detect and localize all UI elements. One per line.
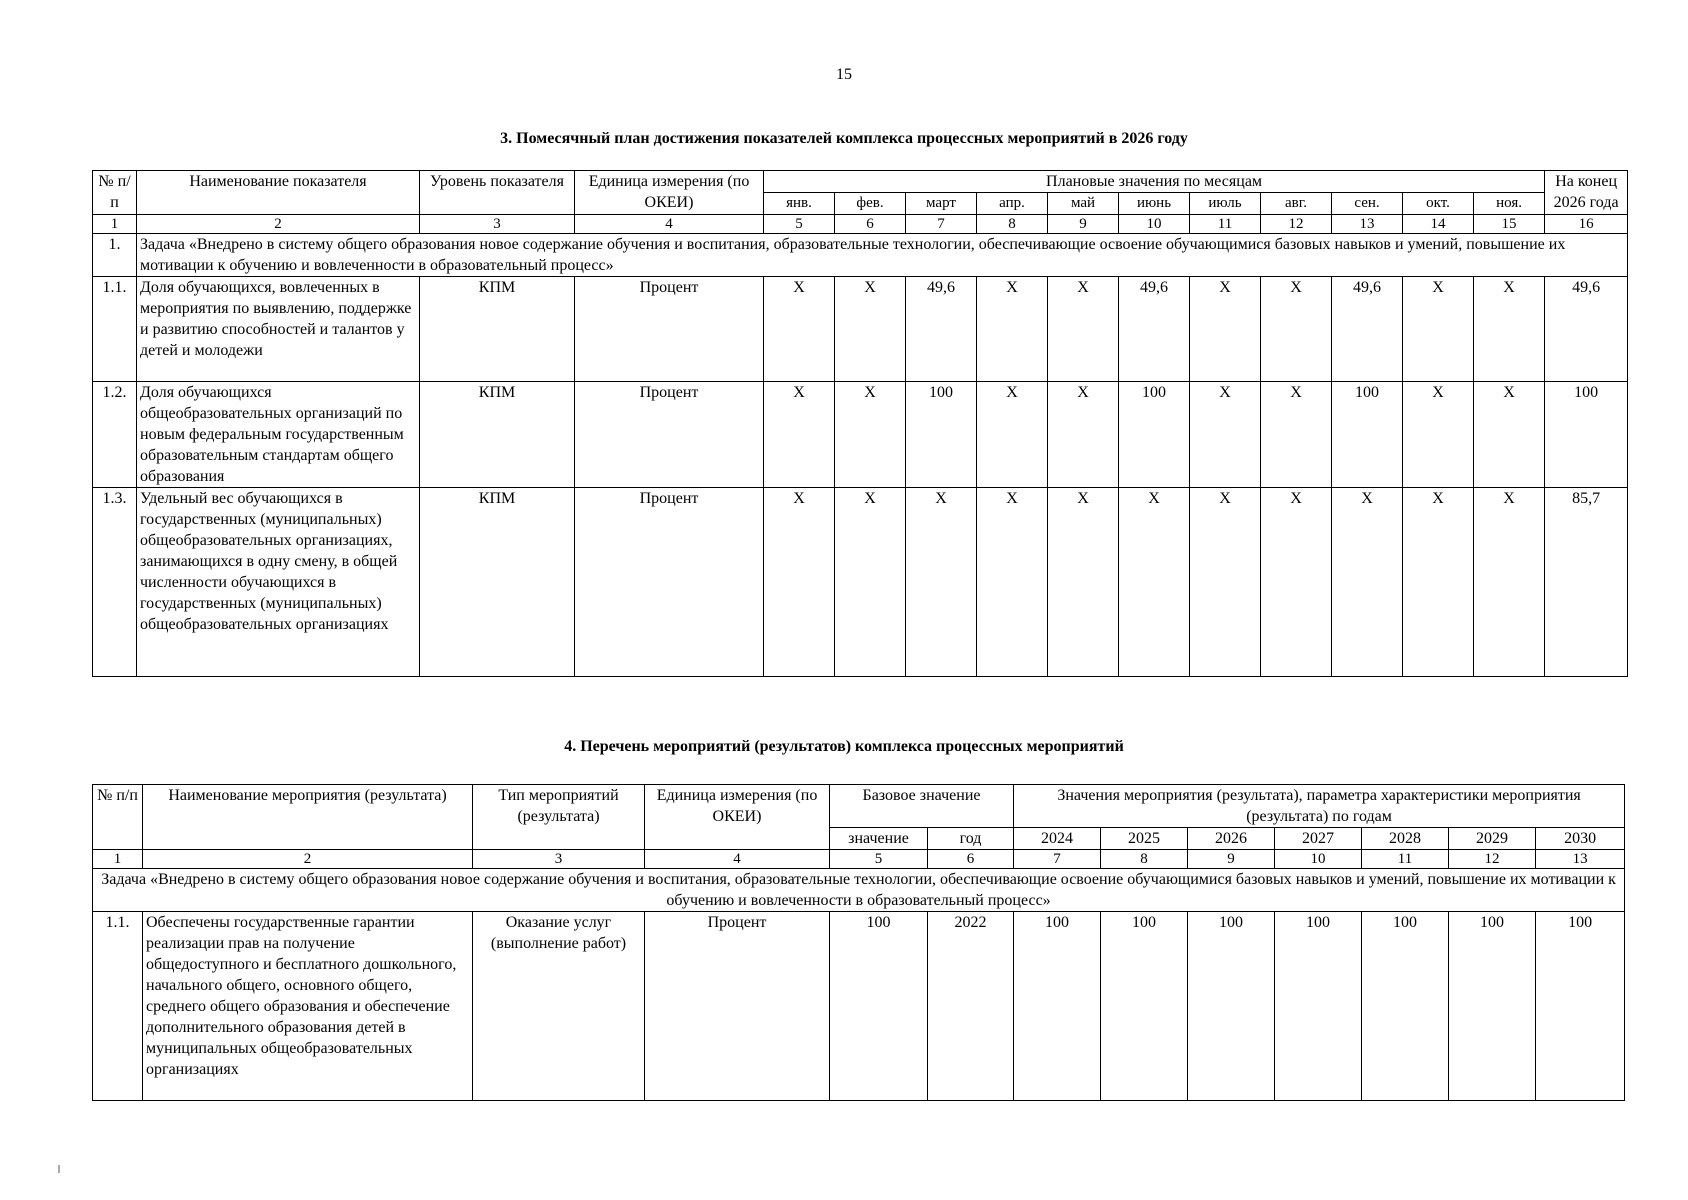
year-value: 100 <box>1014 912 1101 1101</box>
month-header: авг. <box>1261 193 1332 215</box>
month-value: X <box>977 382 1048 488</box>
month-value: X <box>1474 382 1545 488</box>
month-value: X <box>1261 488 1332 677</box>
month-value: X <box>977 277 1048 382</box>
month-value: 49,6 <box>1119 277 1190 382</box>
month-value: 100 <box>1119 382 1190 488</box>
year-value: 100 <box>1536 912 1625 1101</box>
column-number: 6 <box>928 850 1014 869</box>
month-value: X <box>1332 488 1403 677</box>
month-header: янв. <box>764 193 835 215</box>
column-number: 5 <box>764 215 835 234</box>
indicator-unit: Процент <box>575 277 764 382</box>
year-header: 2024 <box>1014 828 1101 850</box>
column-number: 1 <box>93 850 143 869</box>
column-number: 7 <box>1014 850 1101 869</box>
year-value: 100 <box>1362 912 1449 1101</box>
year-value: 100 <box>1275 912 1362 1101</box>
end-value: 85,7 <box>1545 488 1628 677</box>
scan-mark <box>58 1165 60 1173</box>
month-value: X <box>1261 277 1332 382</box>
column-number: 8 <box>1101 850 1188 869</box>
year-header: 2025 <box>1101 828 1188 850</box>
month-value: X <box>1403 277 1474 382</box>
column-number: 11 <box>1190 215 1261 234</box>
month-value: X <box>1048 488 1119 677</box>
column-number: 12 <box>1449 850 1536 869</box>
row-number: 1.3. <box>93 488 137 677</box>
column-number: 10 <box>1275 850 1362 869</box>
year-value: 100 <box>1449 912 1536 1101</box>
month-value: 100 <box>906 382 977 488</box>
column-number: 8 <box>977 215 1048 234</box>
column-number: 13 <box>1536 850 1625 869</box>
end-value: 100 <box>1545 382 1628 488</box>
month-value: X <box>1048 382 1119 488</box>
column-number: 15 <box>1474 215 1545 234</box>
month-header: ноя. <box>1474 193 1545 215</box>
row-number: 1.1. <box>93 912 143 1101</box>
month-value: X <box>1403 488 1474 677</box>
month-header: фев. <box>835 193 906 215</box>
year-header: 2029 <box>1449 828 1536 850</box>
page-number: 15 <box>836 66 852 83</box>
column-number: 11 <box>1362 850 1449 869</box>
column-number: 13 <box>1332 215 1403 234</box>
month-value: X <box>764 488 835 677</box>
header-level: Уровень показателя <box>420 171 575 215</box>
header-num: № п/п <box>93 785 143 850</box>
year-header: 2026 <box>1188 828 1275 850</box>
section-4-title: 4. Перечень мероприятий (результатов) комплекса процессных мероприятий <box>564 738 1124 755</box>
column-number: 10 <box>1119 215 1190 234</box>
indicator-level: КПМ <box>420 488 575 677</box>
month-header: май <box>1048 193 1119 215</box>
month-value: X <box>1261 382 1332 488</box>
column-number: 9 <box>1048 215 1119 234</box>
month-value: 49,6 <box>1332 277 1403 382</box>
month-value: X <box>1048 277 1119 382</box>
base-year: 2022 <box>928 912 1014 1101</box>
month-value: X <box>1474 488 1545 677</box>
column-number: 3 <box>420 215 575 234</box>
indicator-name: Доля обучающихся общеобразовательных организаций по новым федеральным государственным образовательным стандартам общего образования <box>137 382 420 488</box>
task-number: 1. <box>93 234 137 277</box>
measure-unit: Процент <box>645 912 830 1101</box>
month-value: X <box>1190 488 1261 677</box>
column-number: 4 <box>645 850 830 869</box>
column-number: 2 <box>143 850 473 869</box>
indicator-unit: Процент <box>575 488 764 677</box>
header-end: На конец 2026 года <box>1545 171 1628 215</box>
column-number: 3 <box>473 850 645 869</box>
month-header: июнь <box>1119 193 1190 215</box>
indicator-name: Удельный вес обучающихся в государственных (муниципальных) общеобразовательных организациях, занимающихся в одну смену, в общей численности обучающихся в государственных (муниципальных) общеобразовательных организациях <box>137 488 420 677</box>
year-header: 2027 <box>1275 828 1362 850</box>
month-value: X <box>1190 277 1261 382</box>
month-value: X <box>835 277 906 382</box>
row-number: 1.2. <box>93 382 137 488</box>
month-value: X <box>1474 277 1545 382</box>
header-base-value: значение <box>830 828 928 850</box>
end-value: 49,6 <box>1545 277 1628 382</box>
month-value: X <box>1403 382 1474 488</box>
month-header: окт. <box>1403 193 1474 215</box>
column-number: 9 <box>1188 850 1275 869</box>
header-num: № п/п <box>93 171 137 215</box>
month-value: X <box>906 488 977 677</box>
header-unit: Единица измерения (по ОКЕИ) <box>645 785 830 850</box>
month-header: март <box>906 193 977 215</box>
indicator-level: КПМ <box>420 277 575 382</box>
header-name: Наименование показателя <box>137 171 420 215</box>
year-value: 100 <box>1101 912 1188 1101</box>
header-type: Тип мероприятий (результата) <box>473 785 645 850</box>
task-text: Задача «Внедрено в систему общего образования новое содержание обучения и воспитания, образовательные технологии, обеспечивающие освоение обучающимися базовых навыков и умений, повышение их мотивации к обучению и вовлеченности в образовательный процесс» <box>93 869 1625 912</box>
column-number: 7 <box>906 215 977 234</box>
month-value: X <box>1190 382 1261 488</box>
header-base: Базовое значение <box>830 785 1014 828</box>
header-unit: Единица измерения (по ОКЕИ) <box>575 171 764 215</box>
month-value: X <box>764 277 835 382</box>
measures-table <box>92 784 1625 1101</box>
indicator-level: КПМ <box>420 382 575 488</box>
column-number: 16 <box>1545 215 1628 234</box>
column-number: 1 <box>93 215 137 234</box>
measure-type: Оказание услуг (выполнение работ) <box>473 912 645 1101</box>
header-plan: Плановые значения по месяцам <box>764 171 1545 193</box>
month-value: 49,6 <box>906 277 977 382</box>
year-header: 2028 <box>1362 828 1449 850</box>
row-number: 1.1. <box>93 277 137 382</box>
month-value: X <box>835 382 906 488</box>
column-number: 4 <box>575 215 764 234</box>
month-value: X <box>764 382 835 488</box>
task-text: Задача «Внедрено в систему общего образования новое содержание обучения и воспитания, образовательные технологии, обеспечивающие освоение обучающимися базовых навыков и умений, повышение их мотивации к обучению и вовлеченности в образовательный процесс» <box>137 234 1628 277</box>
measure-name: Обеспечены государственные гарантии реализации прав на получение общедоступного и бесплатного дошкольного, начального общего, основного общего, среднего общего образования и обеспечение дополнительного образования детей в муниципальных общеобразовательных организациях <box>143 912 473 1101</box>
monthly-plan-table <box>92 170 1628 677</box>
month-value: X <box>1119 488 1190 677</box>
column-number: 6 <box>835 215 906 234</box>
column-number: 12 <box>1261 215 1332 234</box>
base-value: 100 <box>830 912 928 1101</box>
indicator-name: Доля обучающихся, вовлеченных в мероприятия по выявлению, поддержке и развитию способностей и талантов у детей и молодежи <box>137 277 420 382</box>
month-header: июль <box>1190 193 1261 215</box>
column-number: 5 <box>830 850 928 869</box>
month-header: сен. <box>1332 193 1403 215</box>
indicator-unit: Процент <box>575 382 764 488</box>
year-header: 2030 <box>1536 828 1625 850</box>
column-number: 14 <box>1403 215 1474 234</box>
year-value: 100 <box>1188 912 1275 1101</box>
header-base-year: год <box>928 828 1014 850</box>
month-value: X <box>977 488 1048 677</box>
column-number: 2 <box>137 215 420 234</box>
header-values: Значения мероприятия (результата), параметра характеристики мероприятия (результата) по годам <box>1014 785 1625 828</box>
header-name: Наименование мероприятия (результата) <box>143 785 473 850</box>
month-value: 100 <box>1332 382 1403 488</box>
section-3-title: 3. Помесячный план достижения показателей комплекса процессных мероприятий в 2026 году <box>500 130 1188 147</box>
month-header: апр. <box>977 193 1048 215</box>
month-value: X <box>835 488 906 677</box>
